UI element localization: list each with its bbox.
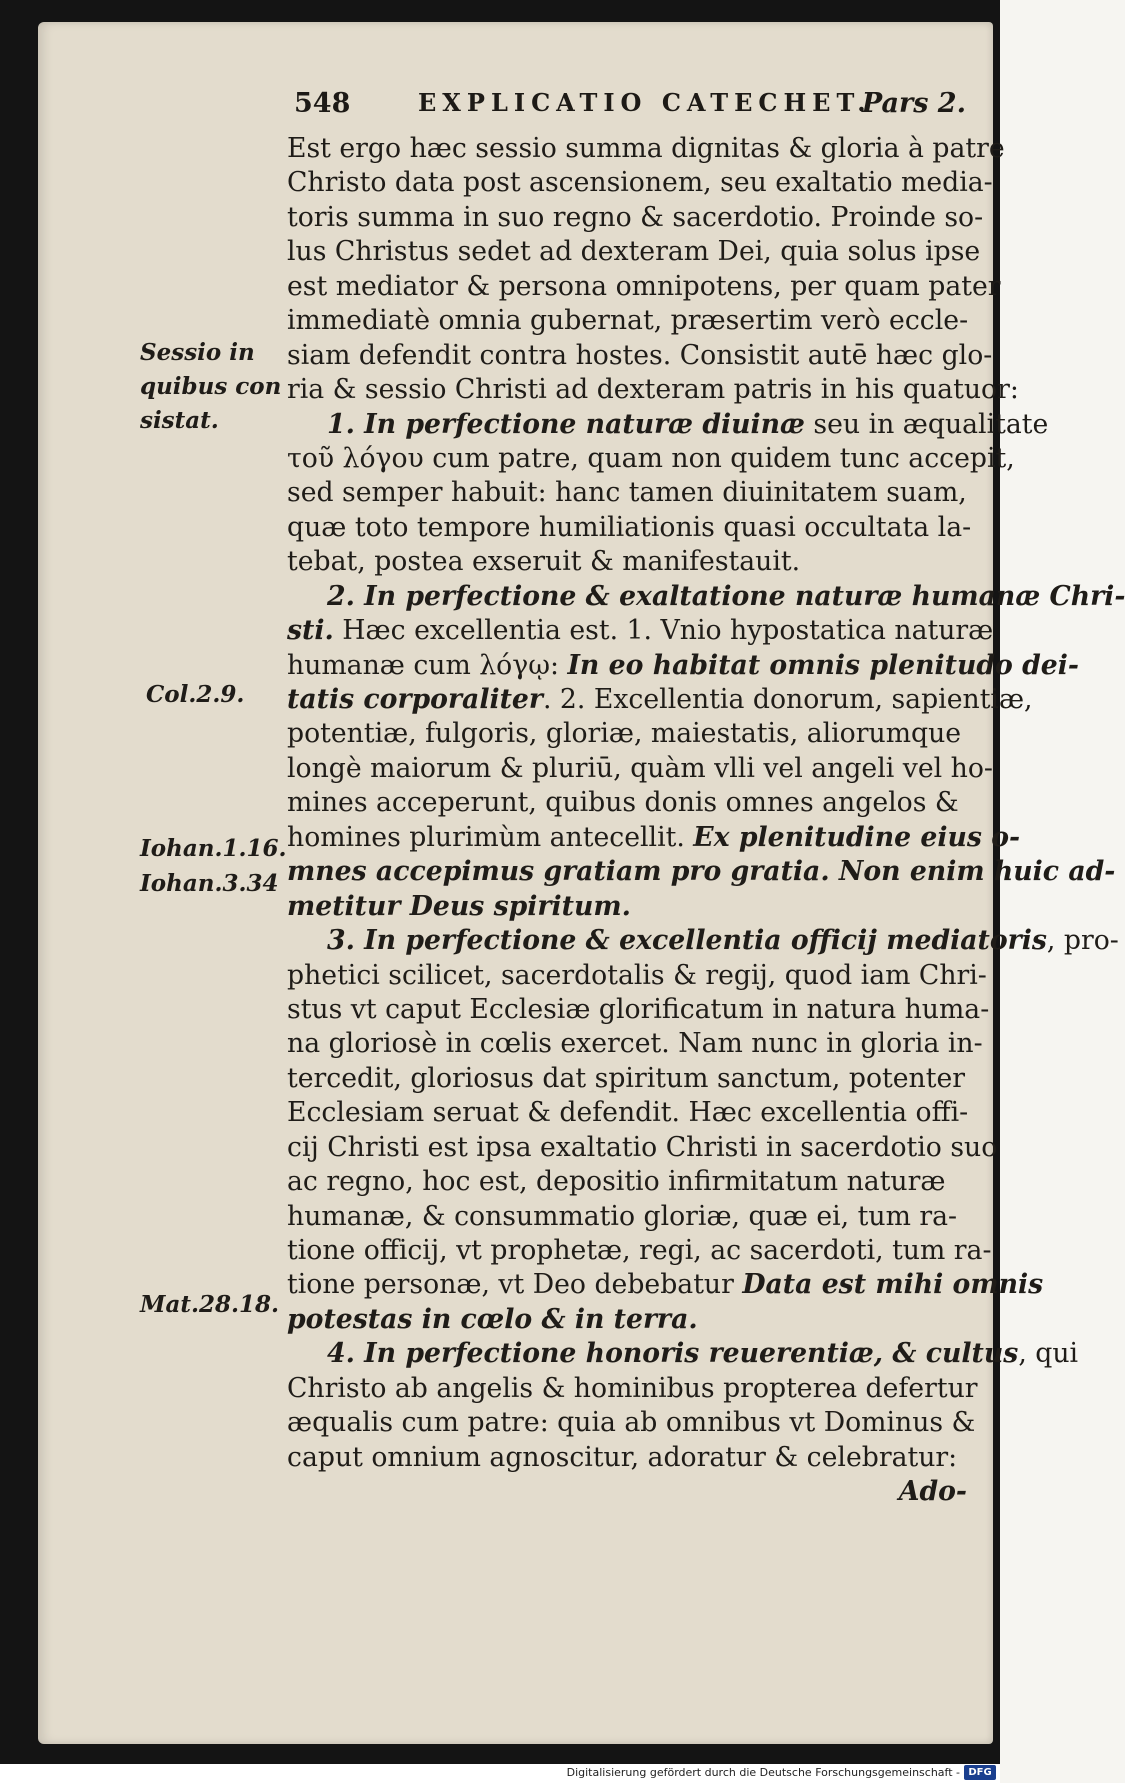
text-line	[287, 1337, 1079, 1371]
text-line: longè maiorum & pluriū, quàm vlli vel angeli vel ho-	[287, 752, 993, 784]
running-title: EXPLICATIO CATECHET.	[418, 88, 872, 117]
text-line: Ecclesiam seruat & defendit. Hæc excellentia offi-	[287, 1097, 969, 1129]
margin-note-iohan-1	[140, 832, 286, 866]
page-number: 548	[294, 88, 351, 119]
text-span: homines plurimùm antecellit.	[287, 821, 694, 853]
text-line	[287, 683, 1033, 717]
dfg-logo: DFG	[964, 1765, 996, 1780]
text-line: mines acceperunt, quibus donis omnes angelos &	[287, 787, 959, 819]
text-line	[287, 408, 1049, 442]
catchword: Ado-	[898, 1476, 967, 1508]
text-line: na gloriosè in cœlis exercet. Nam nunc in gloria in-	[287, 1028, 983, 1060]
margin-note-line: Iohan.1.16.	[140, 835, 287, 862]
scripture-quote: tatis corporaliter	[287, 684, 543, 715]
scripture-quote: In eo habitat omnis plenitudo dei-	[567, 649, 1079, 681]
text-line: sed semper habuit: hanc tamen diuinitatem suam,	[287, 477, 967, 509]
emphasis-text: sti.	[287, 615, 334, 647]
margin-note-line: Sessio in	[140, 339, 255, 366]
text-line: tebat, postea exseruit & manifestauit.	[287, 546, 801, 578]
text-line: Est ergo hæc sessio summa dignitas & gloria à patre	[287, 133, 1005, 164]
scripture-quote: Ex plenitudine eius o-	[693, 821, 1021, 853]
text-line: siam defendit contra hostes. Consistit autē hæc glo-	[287, 339, 993, 371]
text-line: æqualis cum patre: quia ab omnibus vt Dominus &	[287, 1407, 976, 1439]
text-line: ria & sessio Christi ad dexteram patris in his quatuor:	[287, 374, 1019, 406]
text-line: Christo data post ascensionem, seu exaltatio media-	[287, 167, 993, 199]
text-line: stus vt caput Ecclesiæ glorificatum in natura huma-	[287, 993, 990, 1025]
scripture-quote: Data est mihi omnis	[742, 1269, 1044, 1301]
text-line: immediatè omnia gubernat, præsertim verò eccle-	[287, 305, 969, 337]
margin-note-iohan-2	[140, 867, 278, 901]
text-span: humanæ cum λόγῳ:	[287, 649, 568, 681]
text-line: est mediator & persona omnipotens, per quam pater	[287, 270, 1001, 302]
emphasis-text: 4. In perfectione honoris reuerentiæ	[327, 1338, 874, 1370]
text-line: cij Christi est ipsa exaltatio Christi in sacerdotio suo	[287, 1131, 998, 1163]
text-line: mnes accepimus gratiam pro gratia. Non enim huic ad-	[287, 856, 1116, 888]
margin-note-col	[146, 678, 244, 712]
text-line: tione officij, vt prophetæ, regi, ac sacerdoti, tum ra-	[287, 1235, 992, 1266]
text-span: tione personæ, vt Deo debebatur	[287, 1269, 743, 1301]
margin-note-line: Col.2.9.	[146, 681, 245, 708]
emphasis-text: , & cultus	[873, 1338, 1019, 1370]
main-text	[287, 132, 1125, 1510]
text-line: potentiæ, fulgoris, gloriæ, maiestatis, aliorumque	[287, 718, 962, 750]
text-span: . 2. Excellentia donorum, sapientiæ,	[542, 684, 1033, 715]
text-line: quæ toto tempore humiliationis quasi occultata la-	[287, 511, 972, 543]
text-line: phetici scilicet, sacerdotalis & regij, quod iam Chri-	[287, 959, 987, 991]
text-line: toris summa in suo regno & sacerdotio. Proinde so-	[287, 201, 984, 233]
text-line: lus Christus sedet ad dexteram Dei, quia solus ipse	[287, 236, 981, 268]
text-line: caput omnium agnoscitur, adoratur & celebratur:	[287, 1441, 958, 1473]
text-line: τοῦ λόγου cum patre, quam non quidem tunc accepit,	[287, 442, 1015, 474]
text-line: ac regno, hoc est, depositio infirmitatum naturæ	[287, 1166, 946, 1198]
text-line: Christo ab angelis & hominibus propterea defertur	[287, 1372, 978, 1404]
text-line	[287, 614, 994, 648]
text-line: humanæ, & consummatio gloriæ, quæ ei, tum ra-	[287, 1200, 958, 1232]
text-span: , qui	[1018, 1338, 1079, 1370]
text-span: seu in æqualitate	[804, 408, 1049, 440]
text-line: 2. In perfectione & exaltatione naturæ humanæ Chri-	[327, 580, 1125, 612]
emphasis-text: 1. In perfectione naturæ diuinæ	[327, 408, 805, 440]
page-header	[294, 88, 966, 128]
margin-note-line: quibus con	[140, 373, 282, 400]
text-line	[287, 924, 1119, 958]
text-span: Hæc excellentia est. 1. Vnio hypostatica naturæ	[333, 615, 994, 647]
emphasis-text: 3. In perfectione & excellentia officij mediatoris	[327, 925, 1047, 957]
margin-note-line: Iohan.3.34	[140, 870, 279, 897]
margin-note-mat	[140, 1288, 279, 1322]
margin-note-sessio	[140, 336, 281, 438]
footer-credit: Digitalisierung gefördert durch die Deutsche Forschungsgemeinschaft -	[566, 1766, 960, 1779]
text-line: metitur Deus spiritum.	[287, 890, 631, 922]
text-span: , pro-	[1046, 925, 1119, 957]
text-line: potestas in cœlo & in terra.	[287, 1303, 698, 1335]
text-line	[287, 821, 1021, 855]
text-line: tercedit, gloriosus dat spiritum sanctum, potenter	[287, 1062, 966, 1094]
margin-note-line: sistat.	[140, 407, 219, 434]
text-line	[287, 649, 1079, 683]
text-line	[287, 1268, 1044, 1302]
margin-note-line: Mat.28.18.	[140, 1291, 280, 1318]
part-label: Pars 2.	[861, 88, 966, 119]
